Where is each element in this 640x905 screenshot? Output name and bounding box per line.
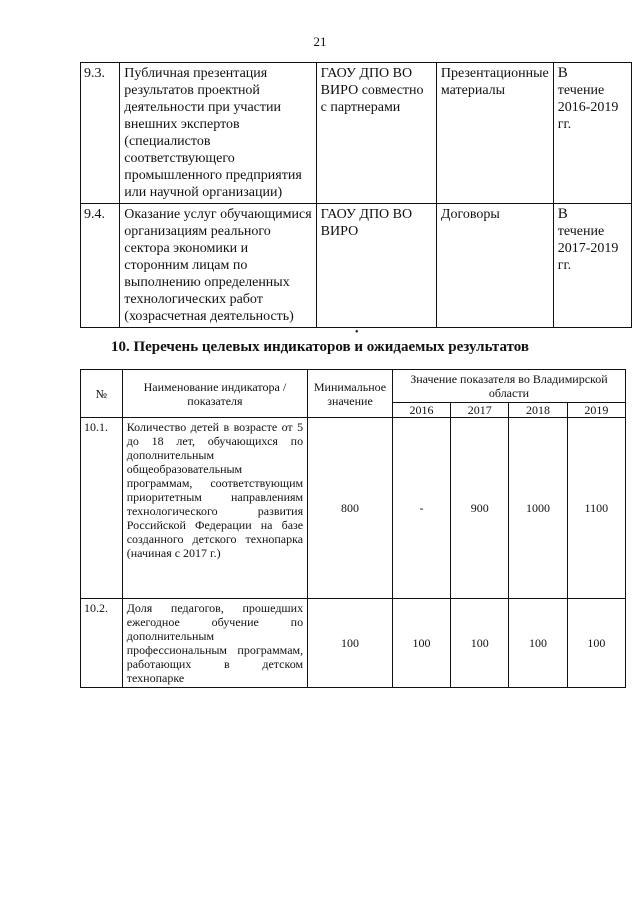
table-row: [81, 204, 632, 328]
period-text: течение 2017-2019 гг.: [557, 224, 619, 273]
period: [553, 63, 631, 204]
header-row: [81, 370, 626, 403]
table-row: [81, 418, 626, 599]
header-num: №: [81, 370, 123, 418]
year-value: 1000: [509, 418, 567, 599]
result: Презентационные материалы: [436, 63, 553, 204]
year-value: -: [392, 418, 450, 599]
row-number: 10.1.: [81, 418, 123, 599]
period-head: В: [557, 206, 568, 222]
table-row: [81, 599, 626, 688]
header-min: Минимальное значение: [308, 370, 393, 418]
indicator-name: Количество детей в возрасте от 5 до 18 лет, обучающихся по дополнительным общеобразовательным программам, соответствующим приоритетным направлениям технологического развития Российской Федерации на базе созданного детского технопарка (начиная с 2017 г.): [122, 418, 307, 599]
page-number: 21: [313, 34, 327, 49]
min-value: 100: [308, 599, 393, 688]
header-year: 2017: [451, 403, 509, 418]
header-year: 2019: [567, 403, 625, 418]
scan-dot: •: [355, 327, 359, 338]
executor: ГАОУ ДПО ВО ВИРО совместно с партнерами: [316, 63, 436, 204]
header-region: Значение показателя во Владимирской области: [392, 370, 625, 403]
min-value: 800: [308, 418, 393, 599]
year-value: 100: [392, 599, 450, 688]
header-year: 2016: [392, 403, 450, 418]
section-title: 10. Перечень целевых индикаторов и ожидаемых результатов: [110, 339, 529, 355]
executor: ГАОУ ДПО ВО ВИРО: [316, 204, 436, 328]
indicator-name: Доля педагогов, прошедших ежегодное обучение по дополнительным профессиональным программам, работающих в детском технопарке: [122, 599, 307, 688]
row-number: 10.2.: [81, 599, 123, 688]
year-value: 1100: [567, 418, 625, 599]
row-number: 9.4.: [81, 204, 120, 328]
year-value: 100: [509, 599, 567, 688]
year-value: 100: [567, 599, 625, 688]
result: Договоры: [436, 204, 553, 328]
row-number: 9.3.: [81, 63, 120, 204]
activity-name: Публичная презентация результатов проектной деятельности при участии внешних экспертов (специалистов соответствующего промышленного предприятия или научной организации): [120, 63, 316, 204]
period-head: В: [557, 65, 568, 81]
indicators-table: [80, 369, 626, 688]
year-value: 900: [451, 418, 509, 599]
activity-name: Оказание услуг обучающимися организациям реального сектора экономики и сторонним лицам по выполнению определенных технологических работ (хозрасчетная деятельность): [120, 204, 316, 328]
period: [553, 204, 631, 328]
activities-table: [80, 62, 632, 328]
period-text: течение 2016-2019 гг.: [557, 83, 619, 132]
table-row: [81, 63, 632, 204]
header-name: Наименование индикатора / показателя: [122, 370, 307, 418]
header-year: 2018: [509, 403, 567, 418]
year-value: 100: [451, 599, 509, 688]
